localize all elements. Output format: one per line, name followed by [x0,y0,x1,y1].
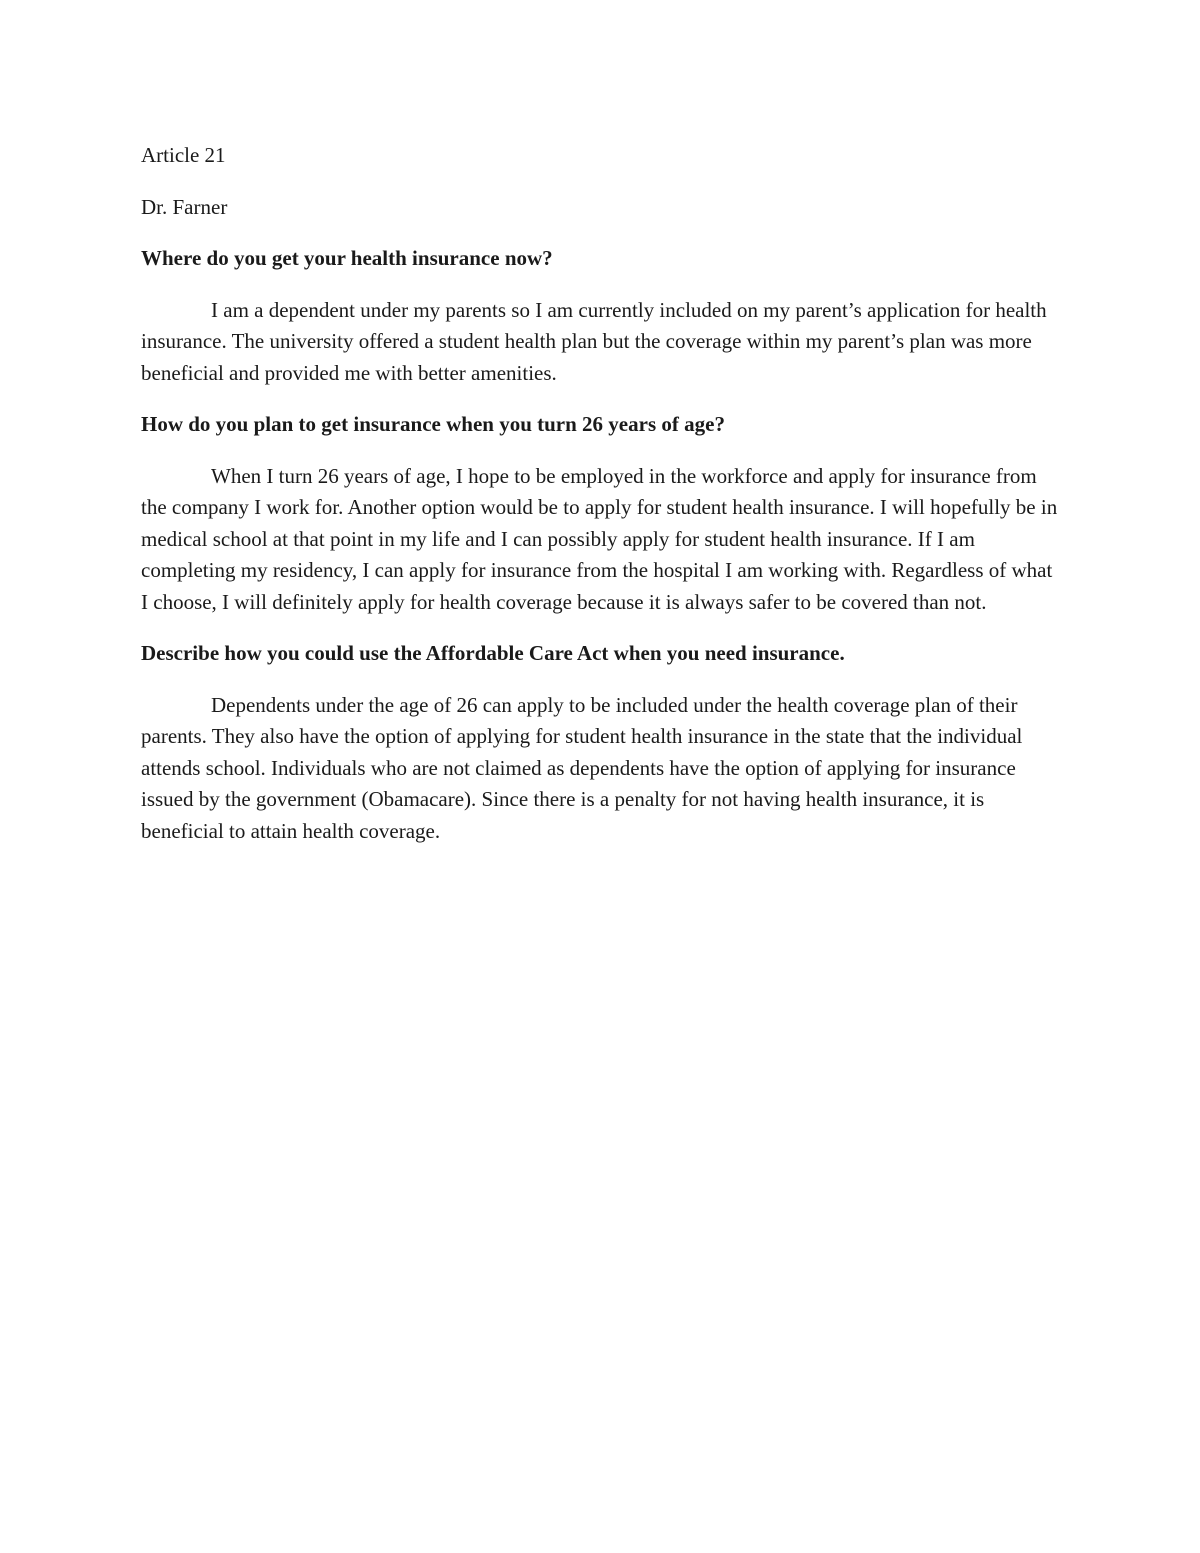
question-heading-1: Where do you get your health insurance now? [141,246,553,270]
article-title: Article 21 [141,143,226,167]
question-heading-2: How do you plan to get insurance when you turn 26 years of age? [141,412,725,436]
answer-paragraph-1: I am a dependent under my parents so I am currently included on my parent’s application for health insurance. The university offered a student health plan but the coverage within my parent’s plan was more beneficial and provided me with better amenities. [141,297,1047,385]
document-body [141,140,1061,867]
answer-paragraph-2: When I turn 26 years of age, I hope to be employed in the workforce and apply for insurance from the company I work for. Another option would be to apply for student health insurance. I will hopefully be in medical school at that point in my life and I can possibly apply for student health insurance. If I am completing my residency, I can apply for insurance from the hospital I am working with. Regardless of what I choose, I will definitely apply for health coverage because it is always safer to be covered than not. [141,463,1058,614]
answer-paragraph-3: Dependents under the age of 26 can apply to be included under the health coverage plan of their parents. They also have the option of applying for student health insurance in the state that the individual attends school. Individuals who are not claimed as dependents have the option of applying for insurance issued by the government (Obamacare). Since there is a penalty for not having health insurance, it is beneficial to attain health coverage. [141,692,1023,843]
question-heading-3: Describe how you could use the Affordable Care Act when you need insurance. [141,641,845,665]
instructor-name: Dr. Farner [141,194,228,219]
